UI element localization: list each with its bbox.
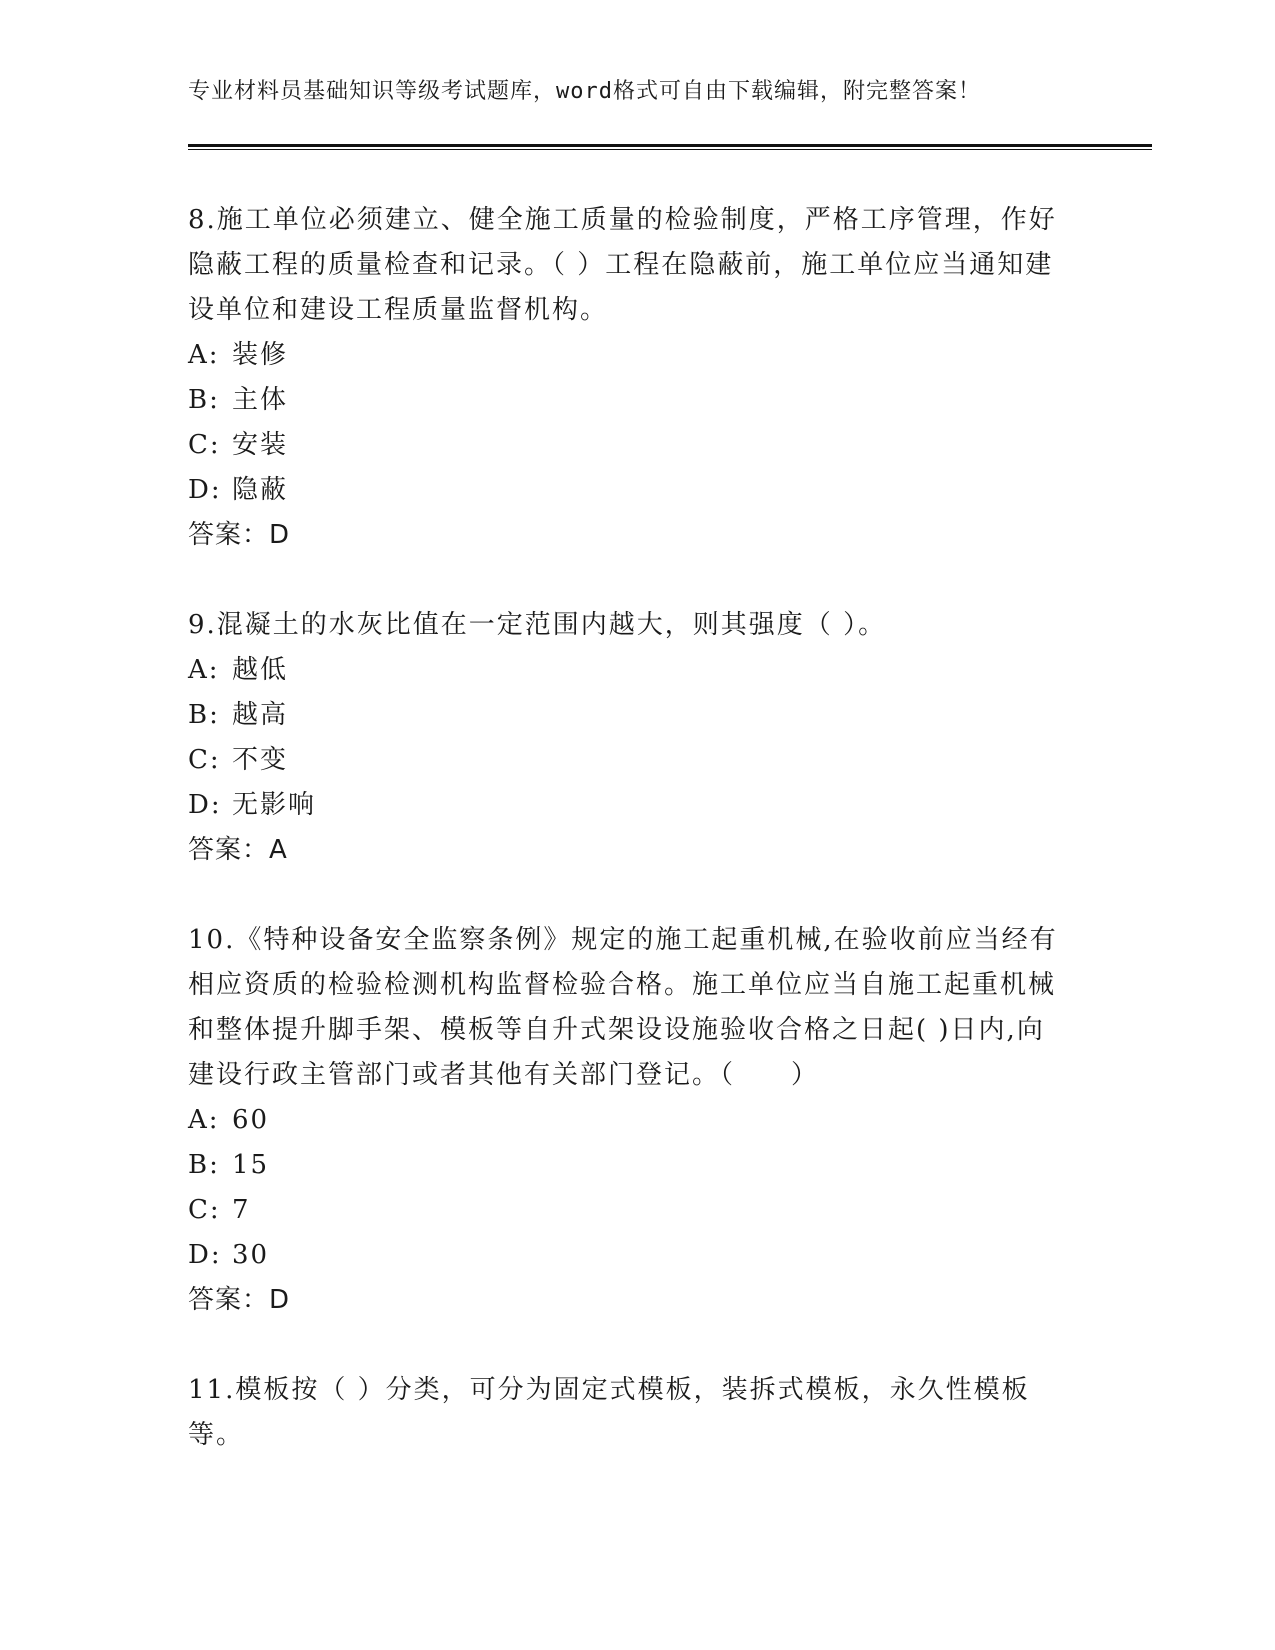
question-10 [188, 918, 1068, 1323]
question-stem: 8.施工单位必须建立、健全施工质量的检验制度，严格工序管理，作好隐蔽工程的质量检查和记录。（ ）工程在隐蔽前，施工单位应当通知建设单位和建设工程质量监督机构。 [188, 205, 1057, 325]
option-letter: C: [188, 745, 221, 775]
option-text: 60 [232, 1105, 270, 1135]
option-letter: D: [188, 475, 222, 505]
question-stem: 10.《特种设备安全监察条例》规定的施工起重机械,在验收前应当经有相应资质的检验检测机构监督检验合格。施工单位应当自施工起重机械和整体提升脚手架、模板等自升式架设设施验收合格之日起( )日内,向建设行政主管部门或者其他有关部门登记。（ ） [188, 925, 1058, 1090]
answer-line: 答案：D [188, 1285, 291, 1315]
option-letter: A: [188, 1105, 220, 1135]
option-d [188, 783, 1068, 828]
option-letter: B: [188, 385, 220, 415]
option-b [188, 693, 1068, 738]
question-11 [188, 1368, 1068, 1458]
option-text: 30 [232, 1240, 270, 1270]
option-letter: C: [188, 1195, 221, 1225]
question-stem: 11.模板按（ ）分类，可分为固定式模板，装拆式模板，永久性模板等。 [188, 1375, 1030, 1450]
option-letter: D: [188, 790, 222, 820]
option-text: 15 [232, 1150, 270, 1180]
question-list [188, 198, 1068, 1503]
option-b [188, 378, 1068, 423]
option-text: 无影响 [232, 790, 317, 820]
option-a [188, 333, 1068, 378]
page-header: 专业材料员基础知识等级考试题库，word格式可自由下载编辑，附完整答案！ [188, 79, 981, 104]
question-stem: 9.混凝土的水灰比值在一定范围内越大，则其强度（ ）。 [188, 610, 887, 640]
option-letter: A: [188, 655, 220, 685]
header-divider [188, 144, 1152, 150]
option-c [188, 1188, 1068, 1233]
option-text: 安装 [232, 430, 289, 460]
option-letter: B: [188, 1150, 220, 1180]
option-text: 不变 [232, 745, 289, 775]
option-letter: C: [188, 430, 221, 460]
answer-line: 答案：A [188, 835, 288, 865]
question-8 [188, 198, 1068, 558]
option-c [188, 738, 1068, 783]
question-9 [188, 603, 1068, 873]
option-d [188, 1233, 1068, 1278]
option-text: 主体 [232, 385, 289, 415]
option-text: 7 [232, 1195, 251, 1225]
option-c [188, 423, 1068, 468]
option-a [188, 1098, 1068, 1143]
option-text: 越高 [232, 700, 289, 730]
option-b [188, 1143, 1068, 1188]
option-text: 隐蔽 [232, 475, 289, 505]
answer-line: 答案：D [188, 520, 291, 550]
option-letter: B: [188, 700, 220, 730]
option-letter: A: [188, 340, 220, 370]
option-text: 越低 [232, 655, 289, 685]
option-a [188, 648, 1068, 693]
option-text: 装修 [232, 340, 289, 370]
option-d [188, 468, 1068, 513]
option-letter: D: [188, 1240, 222, 1270]
